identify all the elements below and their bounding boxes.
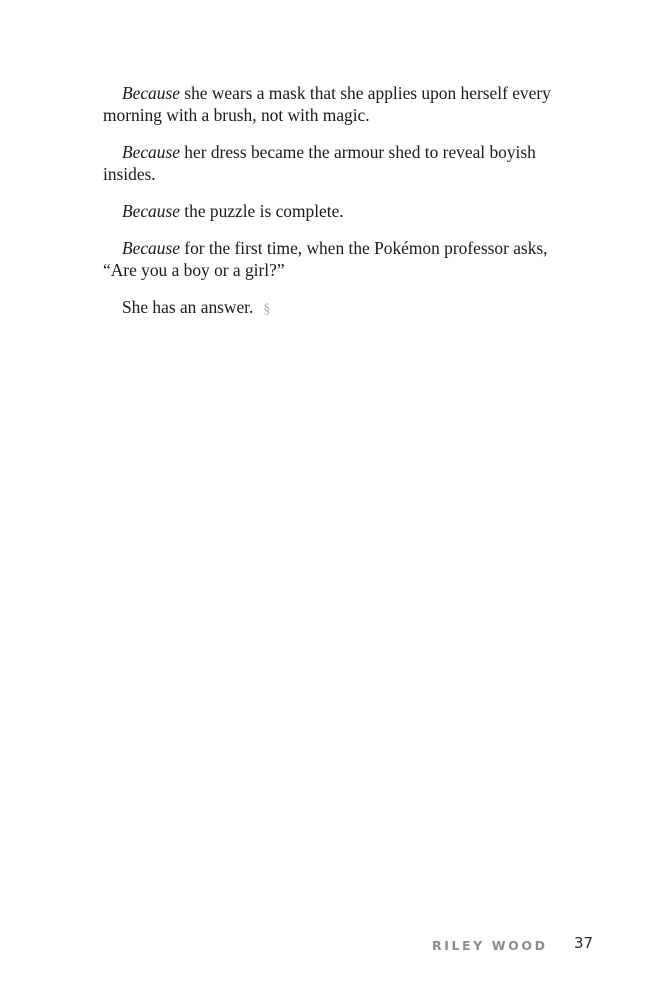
page-number: 37: [574, 934, 594, 952]
paragraph-text: her dress became the armour shed to reveal boyish insides.: [103, 142, 536, 184]
paragraph: [103, 141, 573, 185]
running-footer-author: RILEY WOOD: [432, 938, 548, 953]
paragraph-lead: Because: [122, 83, 180, 103]
closing-text: She has an answer.: [122, 297, 254, 317]
paragraph-lead: Because: [122, 201, 180, 221]
paragraph: [103, 200, 573, 222]
paragraph-lead: Because: [122, 142, 180, 162]
paragraph-text: the puzzle is complete.: [179, 201, 344, 221]
paragraph-lead: Because: [122, 238, 180, 258]
closing-paragraph: [103, 296, 573, 321]
paragraph: [103, 237, 573, 281]
paragraph-text: for the first time, when the Pokémon professor asks, “Are you a boy or a girl?”: [103, 238, 548, 280]
page-footer: [0, 934, 657, 956]
section-mark: §: [263, 302, 271, 317]
paragraph-text: she wears a mask that she applies upon herself every morning with a brush, not with magic.: [103, 83, 551, 125]
body-text: [103, 82, 573, 336]
paragraph: [103, 82, 573, 126]
